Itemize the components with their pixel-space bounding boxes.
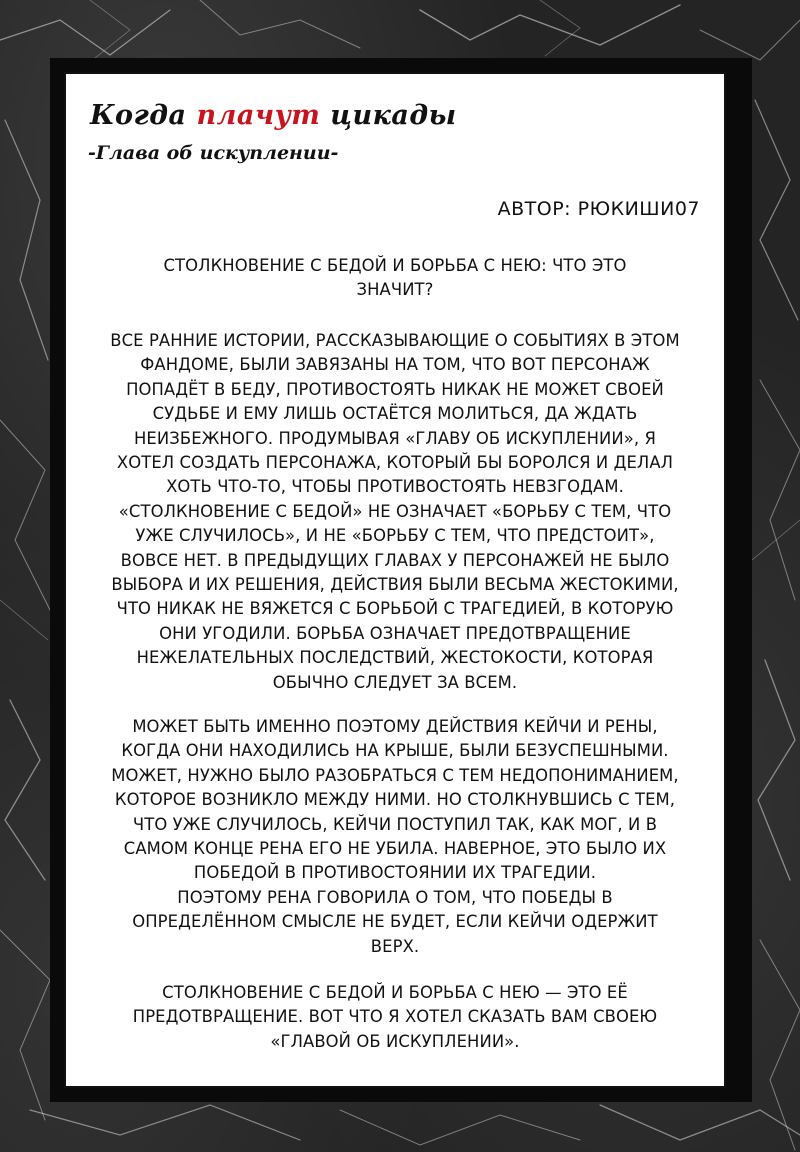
text-line: КОТОРОЕ ВОЗНИКЛО МЕЖДУ НИМИ. НО СТОЛКНУВШИСЬ С ТЕМ,	[114, 790, 676, 810]
text-line: ХОТЬ ЧТО-ТО, ЧТОБЫ ПРОТИВОСТОЯТЬ НЕВЗГОДАМ.	[166, 477, 624, 497]
text-line: ХОТЕЛ СОЗДАТЬ ПЕРСОНАЖА, КОТОРЫЙ БЫ БОРОЛСЯ И ДЕЛАЛ	[116, 453, 674, 473]
paragraph-3	[86, 715, 704, 959]
title-part-accent: плачут	[196, 100, 321, 131]
text-line: ПОБЕДОЙ В ПРОТИВОСТОЯНИИ ИХ ТРАГЕДИИ.	[193, 863, 597, 883]
text-line: ПОПАДЁТ В БЕДУ, ПРОТИВОСТОЯТЬ НИКАК НЕ МОЖЕТ СВОЕЙ	[126, 379, 664, 399]
text-line: НЕИЗБЕЖНОГО. ПРОДУМЫВАЯ «ГЛАВУ ОБ ИСКУПЛЕНИИ», Я	[134, 428, 656, 448]
text-line: ЗНАЧИТ?	[356, 280, 434, 300]
text-line: УЖЕ СЛУЧИЛОСЬ», И НЕ «БОРЬБУ С ТЕМ, ЧТО ПРЕДСТОИТ»,	[135, 526, 655, 546]
text-line: МОЖЕТ, НУЖНО БЫЛО РАЗОБРАТЬСЯ С ТЕМ НЕДОПОНИМАНИЕМ,	[111, 765, 679, 785]
text-line: ЧТО УЖЕ СЛУЧИЛОСЬ, КЕЙЧИ ПОСТУПИЛ ТАК, КАК МОГ, И В	[132, 814, 658, 834]
text-line: СТОЛКНОВЕНИЕ С БЕДОЙ И БОРЬБА С НЕЮ: ЧТО ЭТО	[163, 256, 627, 275]
text-line: «ГЛАВОЙ ОБ ИСКУПЛЕНИИ».	[270, 1031, 520, 1051]
text-line: НЕЖЕЛАТЕЛЬНЫХ ПОСЛЕДСТВИЙ, ЖЕСТОКОСТИ, КОТОРАЯ	[136, 648, 654, 668]
text-line: «СТОЛКНОВЕНИЕ С БЕДОЙ» НЕ ОЗНАЧАЕТ «БОРЬБУ С ТЕМ, ЧТО	[118, 501, 672, 521]
text-line: ЧТО НИКАК НЕ ВЯЖЕТСЯ С БОРЬБОЙ С ТРАГЕДИЕЙ, В КОТОРУЮ	[116, 599, 674, 619]
text-line: СУДЬБЕ И ЕМУ ЛИШЬ ОСТАЁТСЯ МОЛИТЬСЯ, ДА ЖДАТЬ	[152, 404, 638, 424]
title-part-3: цикады	[320, 100, 457, 131]
text-line: ОПРЕДЕЛЁННОМ СМЫСЛЕ НЕ БУДЕТ, ЕСЛИ КЕЙЧИ ОДЕРЖИТ	[132, 912, 658, 932]
text-line: ПРЕДОТВРАЩЕНИЕ. ВОТ ЧТО Я ХОТЕЛ СКАЗАТЬ ВАМ СВОЕЮ	[132, 1007, 658, 1027]
text-line: ПОЭТОМУ РЕНА ГОВОРИЛА О ТОМ, ЧТО ПОБЕДЫ В	[177, 887, 613, 907]
text-panel	[64, 72, 726, 1088]
text-line: ВЕРХ.	[370, 936, 420, 956]
page-title	[90, 100, 457, 131]
paragraph-4	[86, 981, 704, 1054]
text-line: МОЖЕТ БЫТЬ ИМЕННО ПОЭТОМУ ДЕЙСТВИЯ КЕЙЧИ И РЕНЫ,	[132, 717, 658, 736]
paragraph-2	[86, 329, 704, 695]
text-line: ОБЫЧНО СЛЕДУЕТ ЗА ВСЕМ.	[272, 672, 518, 692]
text-line: ОНИ УГОДИЛИ. БОРЬБА ОЗНАЧАЕТ ПРЕДОТВРАЩЕНИЕ	[159, 623, 631, 643]
author-credit: АВТОР: РЮКИШИ07	[497, 198, 700, 220]
text-line: ВСЕ РАННИЕ ИСТОРИИ, РАССКАЗЫВАЮЩИЕ О СОБЫТИЯХ В ЭТОМ	[110, 331, 680, 350]
page-subtitle: -Глава об искуплении-	[88, 142, 339, 164]
text-line: СТОЛКНОВЕНИЕ С БЕДОЙ И БОРЬБА С НЕЮ — ЭТО ЕЁ	[162, 983, 628, 1002]
text-line: ФАНДОМЕ, БЫЛИ ЗАВЯЗАНЫ НА ТОМ, ЧТО ВОТ ПЕРСОНАЖ	[140, 355, 650, 375]
text-line: КОГДА ОНИ НАХОДИЛИСЬ НА КРЫШЕ, БЫЛИ БЕЗУСПЕШНЫМИ.	[121, 741, 669, 761]
title-part-1: Когда	[90, 100, 197, 131]
text-line: САМОМ КОНЦЕ РЕНА ЕГО НЕ УБИЛА. НАВЕРНОЕ, ЭТО БЫЛО ИХ	[123, 839, 667, 859]
text-line: ВЫБОРА И ИХ РЕШЕНИЯ, ДЕЙСТВИЯ БЫЛИ ВЕСЬМА ЖЕСТОКИМИ,	[111, 575, 679, 595]
text-line: ВОВСЕ НЕТ. В ПРЕДЫДУЩИХ ГЛАВАХ У ПЕРСОНАЖЕЙ НЕ БЫЛО	[120, 550, 670, 570]
paragraph-1	[86, 254, 704, 303]
